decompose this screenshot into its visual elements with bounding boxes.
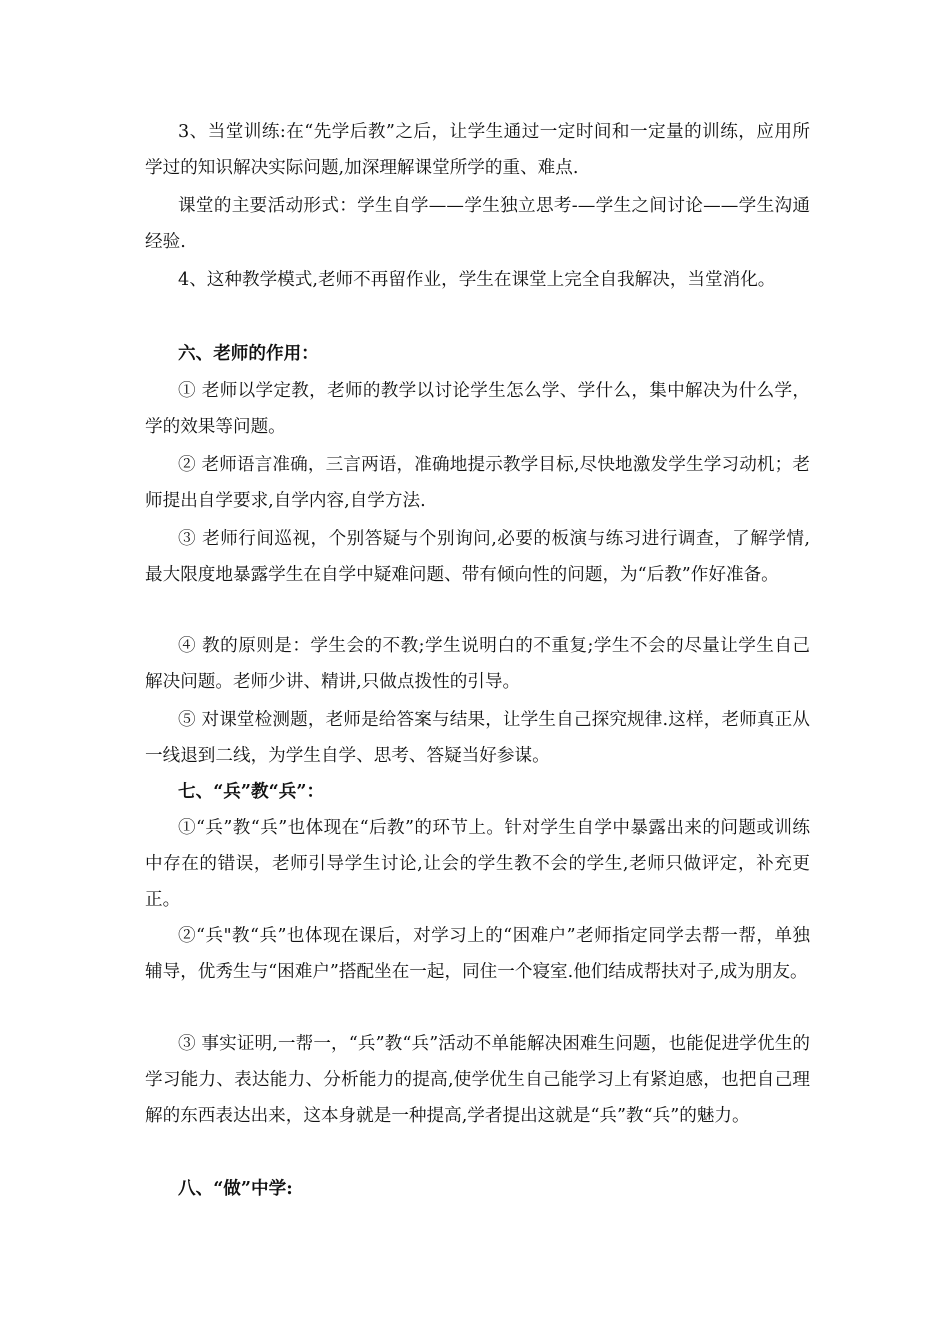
paragraph-classroom-training: 3、当堂训练:在“先学后教”之后，让学生通过一定时间和一定量的训练，应用所学过的知识解决实际问题,加深理解课堂所学的重、难点. xyxy=(145,122,810,178)
paragraph-teacher-role-2: ② 老师语言准确，三言两语，准确地提示教学目标,尽快地激发学生学习动机；老师提出自学要求,自学内容,自学方法. xyxy=(145,455,810,511)
paragraph-activity-forms: 课堂的主要活动形式：学生自学——学生独立思考-—学生之间讨论——学生沟通经验. xyxy=(145,196,810,252)
paragraph-peer-teaching-1: ①“兵”教“兵”也体现在“后教”的环节上。针对学生自学中暴露出来的问题或训练中存在的错误，老师引导学生讨论,让会的学生教不会的学生,老师只做评定，补充更正。 xyxy=(145,818,810,910)
paragraph-teacher-role-4: ④ 教的原则是：学生会的不教;学生说明白的不重复;学生不会的尽量让学生自己解决问题。老师少讲、精讲,只做点拨性的引导。 xyxy=(145,636,810,692)
paragraph-teacher-role-5: ⑤ 对课堂检测题，老师是给答案与结果，让学生自己探究规律.这样，老师真正从一线退到二线，为学生自学、思考、答疑当好参谋。 xyxy=(145,710,810,766)
paragraph-teacher-role-3: ③ 老师行间巡视，个别答疑与个别询问,必要的板演与练习进行调查，了解学情,最大限度地暴露学生在自学中疑难问题、带有倾向性的问题，为“后教”作好准备。 xyxy=(145,529,810,585)
paragraph-peer-teaching-2: ②“兵"教“兵”也体现在课后，对学习上的“困难户”老师指定同学去帮一帮，单独辅导，优秀生与“困难户”搭配坐在一起，同住一个寝室.他们结成帮扶对子,成为朋友。 xyxy=(145,926,810,982)
paragraph-peer-teaching-3: ③ 事实证明,一帮一，“兵”教“兵”活动不单能解决困难生问题，也能促进学优生的学习能力、表达能力、分析能力的提高,使学优生自己能学习上有紧迫感，也把自己理解的东西表达出来，这本身就是一种提高,学者提出这就是“兵”教“兵”的魅力。 xyxy=(145,1034,810,1126)
paragraph-teacher-role-1: ① 老师以学定教，老师的教学以讨论学生怎么学、学什么，集中解决为什么学，学的效果等问题。 xyxy=(145,381,810,437)
paragraph-teaching-mode: 4、这种教学模式,老师不再留作业，学生在课堂上完全自我解决，当堂消化。 xyxy=(178,270,776,290)
heading-learning-by-doing: 八、“做”中学: xyxy=(178,1178,293,1199)
heading-peer-teaching: 七、“兵”教“兵”： xyxy=(178,781,325,802)
heading-teacher-role: 六、老师的作用： xyxy=(178,343,319,364)
